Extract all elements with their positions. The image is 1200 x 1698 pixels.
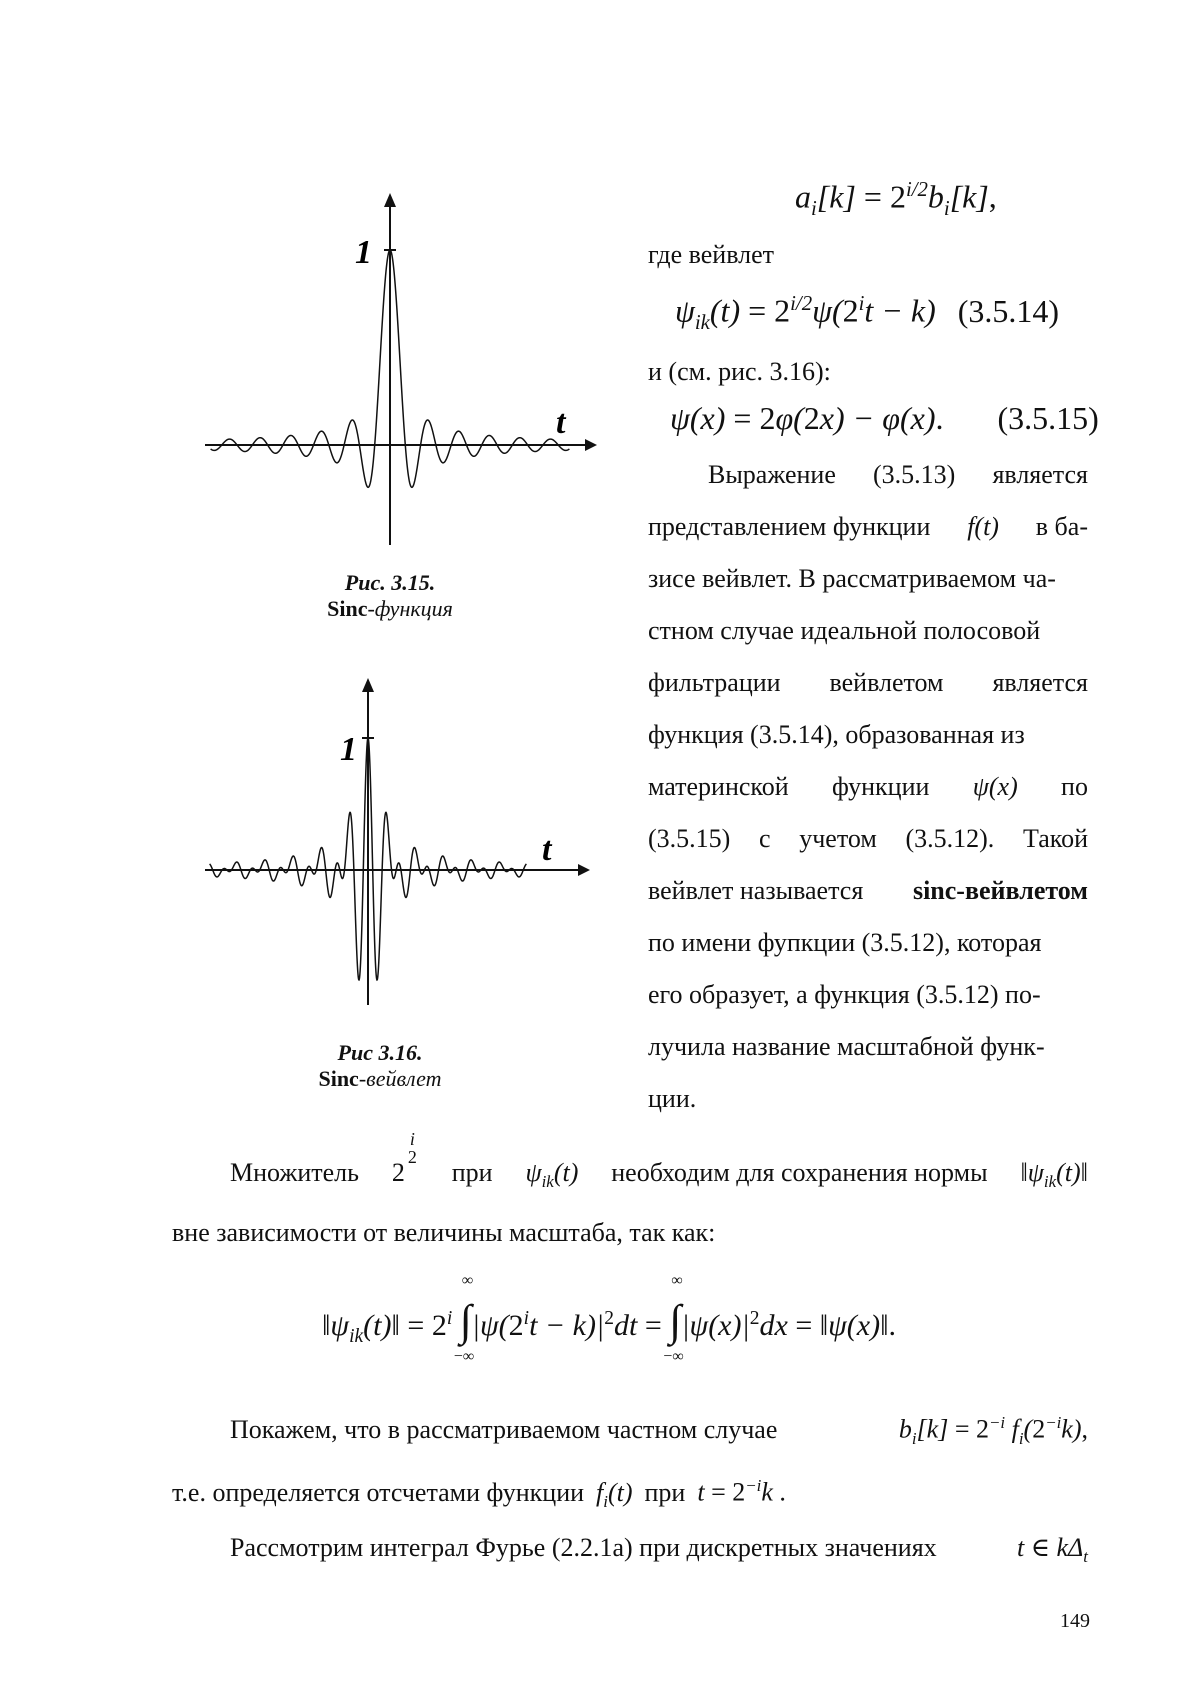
figure-3-15-caption [290,570,490,622]
paragraph-line: стном случае идеальной полосовой [648,616,1041,645]
fig1-x-label: t [556,404,566,441]
paragraph-line: его образует, а функция (3.5.12) по- [648,980,1041,1009]
figure-3-16-caption [280,1040,480,1092]
paragraph-line: материнской функции ψ(x) по [648,772,1088,801]
equation-number: (3.5.14) [957,292,1060,329]
paragraph-line: лучила название масштабной функ- [648,1032,1045,1061]
page-number: 149 [1060,1610,1090,1632]
fig2-y-label: 1 [340,731,357,768]
paragraph-line: (3.5.15) с учетом (3.5.12). Такой [648,824,1088,853]
fig1-y-label: 1 [355,234,372,271]
equation-norm: $‖\psi_{ik}(t)‖ = 2^i$ ∫ ∞ −∞ $|\psi(2^it - k)|^2dt$ = ∫ ∞ −∞ $|\psi(x)|^2dx$ = ‖ψ(x)‖. [322,1272,897,1365]
figure-3-15-plot [200,190,600,550]
paragraph-line: функция (3.5.14), образованная из [648,720,1025,749]
paragraph-line: представлением функции f(t) в ба- [648,512,1088,541]
see-fig-text: и (см. рис. 3.16): [648,357,831,386]
body-line-multiplier: Множитель 2 i 2 при $\psi_{ik}(t)$ необходим для сохранения нормы $‖\psi_{ik}(t)‖$ [230,1129,1088,1192]
right-paragraph [648,462,1088,1138]
equation-a-ik: $a_i[k] = 2^{i/2}b_i[k]$, [795,178,997,221]
paragraph-line: фильтрации вейвлетом является [648,668,1088,697]
equation-3-5-15: ψ(x) = 2φ(2x) − φ(x). (3.5.15) [670,400,1099,436]
caption-name: Sinc-функция [327,596,453,621]
equation-number: (3.5.15) [997,400,1099,436]
where-wavelet-text: где вейвлет [648,240,775,269]
caption-number: Рис. 3.15. [344,570,436,595]
fig2-x-label: t [542,831,552,868]
paragraph-line: по имени фупкции (3.5.12), которая [648,928,1042,957]
body-line-samples: т.е. определяется отсчетами функции $f_i(t)$ при $t = 2^{-i}k$ . [172,1476,786,1511]
paragraph-line: вейвлет называется sinc-вейвлетом [648,876,1088,905]
figure-3-16-plot [200,675,600,1015]
caption-number: Рис 3.16. [337,1040,423,1065]
caption-name: Sinc-вейвлет [318,1066,442,1091]
equation-3-5-14: $\psi_{ik}(t) = 2^{i/2}\psi(2^it - k)$ (3.5.14) [675,292,1060,335]
body-line-scale: вне зависимости от величины масштаба, так как: [172,1218,716,1247]
paragraph-line: Выражение (3.5.13) является [708,460,1088,489]
body-line-show: Покажем, что в рассматриваемом частном случае $b_i[k] = 2^{-i}$ $f_i(2^{-i}k)$, [230,1413,1088,1448]
body-line-fourier: Рассмотрим интеграл Фурье (2.2.1а) при дискретных значениях t ∈ $k\Delta_t$ [230,1533,1088,1567]
paragraph-line: зисе вейвлет. В рассматриваемом ча- [648,564,1056,593]
paragraph-line: ции. [648,1084,697,1113]
